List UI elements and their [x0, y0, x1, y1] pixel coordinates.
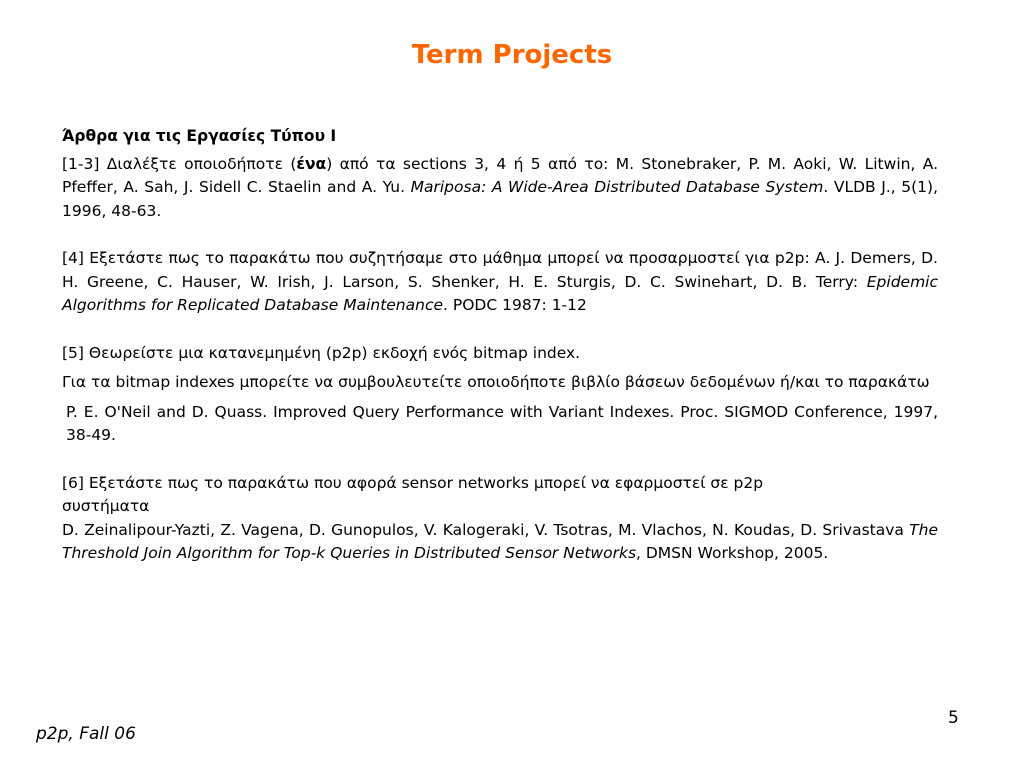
slide-title: Term Projects — [411, 40, 613, 70]
item-6-paper-title: The Threshold Join Algorithm for Top-k Queries in Distributed Sensor Networks — [62, 520, 938, 562]
item-6-reference — [62, 519, 938, 566]
slide-content — [62, 125, 938, 566]
item-6-line-1: [6] Εξετάστε πως το παρακάτω που αφορά sensor networks μπορεί να εφαρμοστεί σε p2p — [62, 473, 764, 492]
item-4-text-b: . PODC 1987: 1-12 — [443, 296, 587, 314]
item-1-bold: ένα — [296, 154, 327, 173]
item-5-line-1: [5] Θεωρείστε μια κατανεμημένη (p2p) εκδοχή ενός bitmap index. — [62, 343, 581, 362]
item-5-line-2: Για τα bitmap indexes μπορείτε να συμβουλευτείτε οποιοδήποτε βιβλίο βάσεων δεδομένων ή/και το παρακάτω — [62, 373, 930, 391]
item-1-3 — [62, 153, 938, 224]
item-6-text-a: D. Zeinalipour-Yazti, Z. Vagena, D. Gunopulos, V. Kalogeraki, V. Tsotras, M. Vlachos, N. Koudas, D. Srivastava — [62, 520, 910, 539]
section-heading: Άρθρα για τις Εργασίες Τύπου Ι — [62, 127, 337, 145]
item-6-line-1b: συστήματα — [62, 497, 150, 515]
page-number: 5 — [948, 708, 959, 728]
item-1-text-b: ) από τα sections 3, 4 ή 5 από το: M. Stonebraker, P. M. Aoki, W. Litwin, A. Pfeffer, A. Sah, J. Sidell C. Staelin and A. Yu. — [62, 154, 938, 196]
item-4-text-a: [4] Εξετάστε πως το παρακάτω που συζητήσαμε στο μάθημα μπορεί να προσαρμοστεί για p2p: A. J. Demers, D. H. Greene, C. Hauser, W. Irish, J. Larson, S. Shenker, H. E. Sturgis, D. C. Swinehart, D. B. Terry: — [62, 249, 938, 291]
footer-course-label: p2p, Fall 06 — [36, 724, 136, 744]
item-1-text-c: . VLDB J., 5(1), 1996, 48-63. — [62, 178, 939, 220]
item-1-paper-title: Mariposa: A Wide-Area Distributed Database System — [410, 178, 824, 196]
item-6-text-b: , DMSN Workshop, 2005. — [636, 544, 829, 562]
item-4 — [62, 247, 938, 318]
item-5-reference: P. E. O'Neil and D. Quass. Improved Query Performance with Variant Indexes. Proc. SIGMOD Conference, 1997, 38-49. — [66, 402, 938, 444]
item-4-paper-title: Epidemic Algorithms for Replicated Database Maintenance — [62, 272, 938, 314]
item-1-text-a: [1-3] Διαλέξτε οποιοδήποτε ( — [62, 154, 297, 173]
